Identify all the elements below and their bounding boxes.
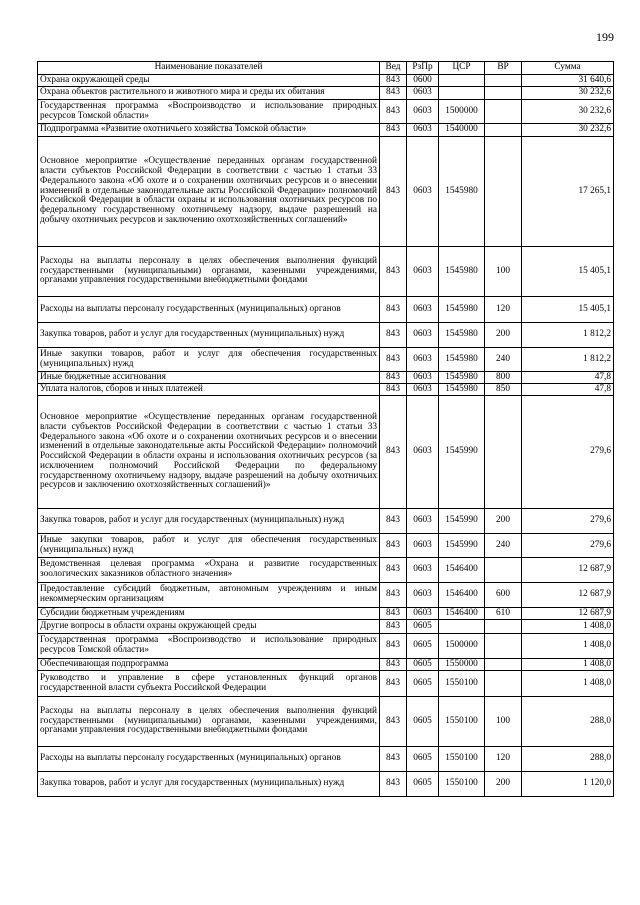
row-ved: 843 — [380, 100, 407, 124]
row-ved: 843 — [380, 558, 407, 583]
budget-table — [37, 61, 614, 797]
row-csr: 1550100 — [439, 772, 485, 797]
row-name: Расходы на выплаты персоналу в целях обеспечения выполнения функций государственными (муниципальными) органами, казенными учреждениями, органами управления государственными внебюджетными фондами — [38, 247, 380, 297]
row-csr: 1545990 — [439, 509, 485, 534]
row-csr: 1545980 — [439, 323, 485, 348]
row-csr: 1540000 — [439, 124, 485, 137]
row-sum: 1 812,2 — [522, 323, 614, 348]
row-rzpr: 0605 — [407, 634, 439, 659]
table-row — [38, 87, 614, 100]
table-row — [38, 583, 614, 608]
row-csr: 1546400 — [439, 583, 485, 608]
row-sum: 47,8 — [522, 372, 614, 384]
row-sum: 279,6 — [522, 509, 614, 534]
row-sum: 288,0 — [522, 697, 614, 747]
header-name: Наименование показателей — [38, 62, 380, 75]
row-csr — [439, 87, 485, 100]
row-rzpr: 0600 — [407, 75, 439, 87]
row-rzpr: 0605 — [407, 747, 439, 772]
header-sum: Сумма — [522, 62, 614, 75]
row-vr — [485, 671, 522, 697]
row-csr — [439, 620, 485, 634]
table-row — [38, 509, 614, 534]
table-row — [38, 384, 614, 396]
table-row — [38, 608, 614, 620]
row-ved: 843 — [380, 124, 407, 137]
row-vr — [485, 396, 522, 509]
table-row — [38, 697, 614, 747]
row-ved: 843 — [380, 323, 407, 348]
row-ved: 843 — [380, 247, 407, 297]
row-csr: 1545980 — [439, 348, 485, 372]
row-vr — [485, 75, 522, 87]
table-header-row — [38, 62, 614, 75]
table-row — [38, 747, 614, 772]
row-csr: 1550100 — [439, 747, 485, 772]
row-rzpr: 0603 — [407, 608, 439, 620]
row-ved: 843 — [380, 384, 407, 396]
row-ved: 843 — [380, 772, 407, 797]
row-rzpr: 0605 — [407, 659, 439, 671]
table-row — [38, 348, 614, 372]
table-row — [38, 620, 614, 634]
row-ved: 843 — [380, 608, 407, 620]
table-row — [38, 396, 614, 509]
row-ved: 843 — [380, 697, 407, 747]
row-csr: 1545980 — [439, 372, 485, 384]
row-csr: 1500000 — [439, 100, 485, 124]
row-vr: 200 — [485, 323, 522, 348]
table-body — [38, 75, 614, 797]
row-rzpr: 0603 — [407, 323, 439, 348]
row-sum: 1 812,2 — [522, 348, 614, 372]
row-rzpr: 0605 — [407, 620, 439, 634]
row-name: Закупка товаров, работ и услуг для государственных (муниципальных) нужд — [38, 509, 380, 534]
row-rzpr: 0605 — [407, 671, 439, 697]
table-row — [38, 372, 614, 384]
table-row — [38, 558, 614, 583]
row-sum: 12 687,9 — [522, 583, 614, 608]
row-rzpr: 0603 — [407, 297, 439, 323]
row-rzpr: 0603 — [407, 348, 439, 372]
row-name: Расходы на выплаты персоналу государственных (муниципальных) органов — [38, 297, 380, 323]
row-rzpr: 0603 — [407, 137, 439, 247]
row-vr: 600 — [485, 583, 522, 608]
row-ved: 843 — [380, 75, 407, 87]
table-row — [38, 772, 614, 797]
row-name: Обеспечивающая подпрограмма — [38, 659, 380, 671]
row-sum: 47,8 — [522, 384, 614, 396]
row-rzpr: 0603 — [407, 583, 439, 608]
row-sum: 30 232,6 — [522, 87, 614, 100]
table-row — [38, 137, 614, 247]
row-vr: 120 — [485, 747, 522, 772]
row-vr: 850 — [485, 384, 522, 396]
table-row — [38, 75, 614, 87]
row-name: Иные закупки товаров, работ и услуг для обеспечения государственных (муниципальных) нужд — [38, 534, 380, 558]
row-csr: 1546400 — [439, 558, 485, 583]
row-vr — [485, 659, 522, 671]
table-row — [38, 659, 614, 671]
row-vr — [485, 87, 522, 100]
row-csr: 1545980 — [439, 247, 485, 297]
row-sum: 12 687,9 — [522, 558, 614, 583]
row-ved: 843 — [380, 509, 407, 534]
row-ved: 843 — [380, 137, 407, 247]
row-rzpr: 0603 — [407, 124, 439, 137]
row-rzpr: 0603 — [407, 509, 439, 534]
row-ved: 843 — [380, 297, 407, 323]
row-ved: 843 — [380, 620, 407, 634]
row-rzpr: 0605 — [407, 697, 439, 747]
row-vr — [485, 634, 522, 659]
row-vr: 240 — [485, 534, 522, 558]
header-ved: Вед — [380, 62, 407, 75]
row-name: Руководство и управление в сфере установленных функций органов государственной власти субъекта Российской Федерации — [38, 671, 380, 697]
row-ved: 843 — [380, 583, 407, 608]
table-row — [38, 323, 614, 348]
row-sum: 15 405,1 — [522, 297, 614, 323]
row-name: Государственная программа «Воспроизводство и использование природных ресурсов Томской области» — [38, 634, 380, 659]
table-row — [38, 247, 614, 297]
row-name: Закупка товаров, работ и услуг для государственных (муниципальных) нужд — [38, 772, 380, 797]
row-name: Другие вопросы в области охраны окружающей среды — [38, 620, 380, 634]
row-rzpr: 0603 — [407, 247, 439, 297]
row-vr — [485, 124, 522, 137]
table-row — [38, 297, 614, 323]
row-sum: 1 408,0 — [522, 620, 614, 634]
row-name: Иные закупки товаров, работ и услуг для обеспечения государственных (муниципальных) нужд — [38, 348, 380, 372]
row-vr: 200 — [485, 509, 522, 534]
row-ved: 843 — [380, 87, 407, 100]
row-rzpr: 0603 — [407, 384, 439, 396]
header-vr: ВР — [485, 62, 522, 75]
row-vr — [485, 620, 522, 634]
row-csr: 1550100 — [439, 697, 485, 747]
table-row — [38, 124, 614, 137]
row-rzpr: 0603 — [407, 396, 439, 509]
row-vr: 240 — [485, 348, 522, 372]
table-row — [38, 671, 614, 697]
row-ved: 843 — [380, 634, 407, 659]
row-name: Закупка товаров, работ и услуг для государственных (муниципальных) нужд — [38, 323, 380, 348]
row-rzpr: 0603 — [407, 100, 439, 124]
row-sum: 288,0 — [522, 747, 614, 772]
row-csr: 1545980 — [439, 137, 485, 247]
row-vr: 100 — [485, 247, 522, 297]
row-sum: 1 120,0 — [522, 772, 614, 797]
row-vr: 120 — [485, 297, 522, 323]
row-ved: 843 — [380, 348, 407, 372]
row-sum: 12 687,9 — [522, 608, 614, 620]
row-sum: 1 408,0 — [522, 659, 614, 671]
row-sum: 31 640,6 — [522, 75, 614, 87]
row-name: Основное мероприятие «Осуществление переданных органам государственной власти субъектов Российской Федерации в соответствии с частью 1 статьи 33 Федерального закона «Об охоте и о сохранении охотничьих ресурсов и о внесении изменений в отдельные законодательные акты Российской Федерации» полномочий Российской Федерации в области охраны и использования охотничьих ресурсов по федеральному государственному охотничьему надзору, выдаче разрешений на добычу охотничьих ресурсов и заключению охотхозяйственных соглашений» — [38, 137, 380, 247]
row-csr: 1545980 — [439, 384, 485, 396]
row-ved: 843 — [380, 671, 407, 697]
row-name: Уплата налогов, сборов и иных платежей — [38, 384, 380, 396]
table-row — [38, 534, 614, 558]
row-ved: 843 — [380, 747, 407, 772]
page-number: 199 — [596, 30, 614, 44]
row-sum: 1 408,0 — [522, 671, 614, 697]
row-csr: 1550100 — [439, 671, 485, 697]
row-name: Расходы на выплаты персоналу в целях обеспечения выполнения функций государственными (муниципальными) органами, казенными учреждениями, органами управления государственными внебюджетными фондами — [38, 697, 380, 747]
header-csr: ЦСР — [439, 62, 485, 75]
header-rzpr: РзПр — [407, 62, 439, 75]
row-sum: 17 265,1 — [522, 137, 614, 247]
row-rzpr: 0605 — [407, 772, 439, 797]
row-name: Ведомственная целевая программа «Охрана и развитие государственных зоологических заказников областного значения» — [38, 558, 380, 583]
row-name: Основное мероприятие «Осуществление переданных органам государственной власти субъектов Российской Федерации в соответствии с частью 1 статьи 33 Федерального закона «Об охоте и о сохранении охотничьих ресурсов и о внесении изменений в отдельные законодательные акты Российской Федерации» полномочий Российской Федерации в области охраны и использования охотничьих ресурсов (за исключением полномочий Российской Федерации по федеральному государственному охотничьему надзору, выдаче разрешений на добычу охотничьих ресурсов и заключению охотхозяйственных соглашений)» — [38, 396, 380, 509]
row-sum: 30 232,6 — [522, 124, 614, 137]
row-rzpr: 0603 — [407, 372, 439, 384]
table-row — [38, 634, 614, 659]
table-row — [38, 100, 614, 124]
row-name: Охрана окружающей среды — [38, 75, 380, 87]
row-sum: 279,6 — [522, 534, 614, 558]
row-name: Предоставление субсидий бюджетным, автономным учреждениям и иным некоммерческим организациям — [38, 583, 380, 608]
row-ved: 843 — [380, 659, 407, 671]
row-ved: 843 — [380, 534, 407, 558]
row-name: Подпрограмма «Развитие охотничьего хозяйства Томской области» — [38, 124, 380, 137]
row-csr: 1550000 — [439, 659, 485, 671]
row-vr — [485, 558, 522, 583]
row-csr: 1545990 — [439, 534, 485, 558]
row-csr: 1545990 — [439, 396, 485, 509]
row-ved: 843 — [380, 396, 407, 509]
row-name: Расходы на выплаты персоналу государственных (муниципальных) органов — [38, 747, 380, 772]
row-name: Иные бюджетные ассигнования — [38, 372, 380, 384]
row-sum: 30 232,6 — [522, 100, 614, 124]
row-csr: 1546400 — [439, 608, 485, 620]
row-sum: 279,6 — [522, 396, 614, 509]
row-vr — [485, 100, 522, 124]
row-vr — [485, 137, 522, 247]
row-csr: 1545980 — [439, 297, 485, 323]
row-vr: 800 — [485, 372, 522, 384]
row-name: Охрана объектов растительного и животного мира и среды их обитания — [38, 87, 380, 100]
row-name: Субсидии бюджетным учреждениям — [38, 608, 380, 620]
row-sum: 1 408,0 — [522, 634, 614, 659]
row-vr: 200 — [485, 772, 522, 797]
row-rzpr: 0603 — [407, 87, 439, 100]
row-ved: 843 — [380, 372, 407, 384]
row-name: Государственная программа «Воспроизводство и использование природных ресурсов Томской области» — [38, 100, 380, 124]
row-csr — [439, 75, 485, 87]
row-rzpr: 0603 — [407, 558, 439, 583]
row-rzpr: 0603 — [407, 534, 439, 558]
row-sum: 15 405,1 — [522, 247, 614, 297]
row-vr: 610 — [485, 608, 522, 620]
row-csr: 1500000 — [439, 634, 485, 659]
row-vr: 100 — [485, 697, 522, 747]
